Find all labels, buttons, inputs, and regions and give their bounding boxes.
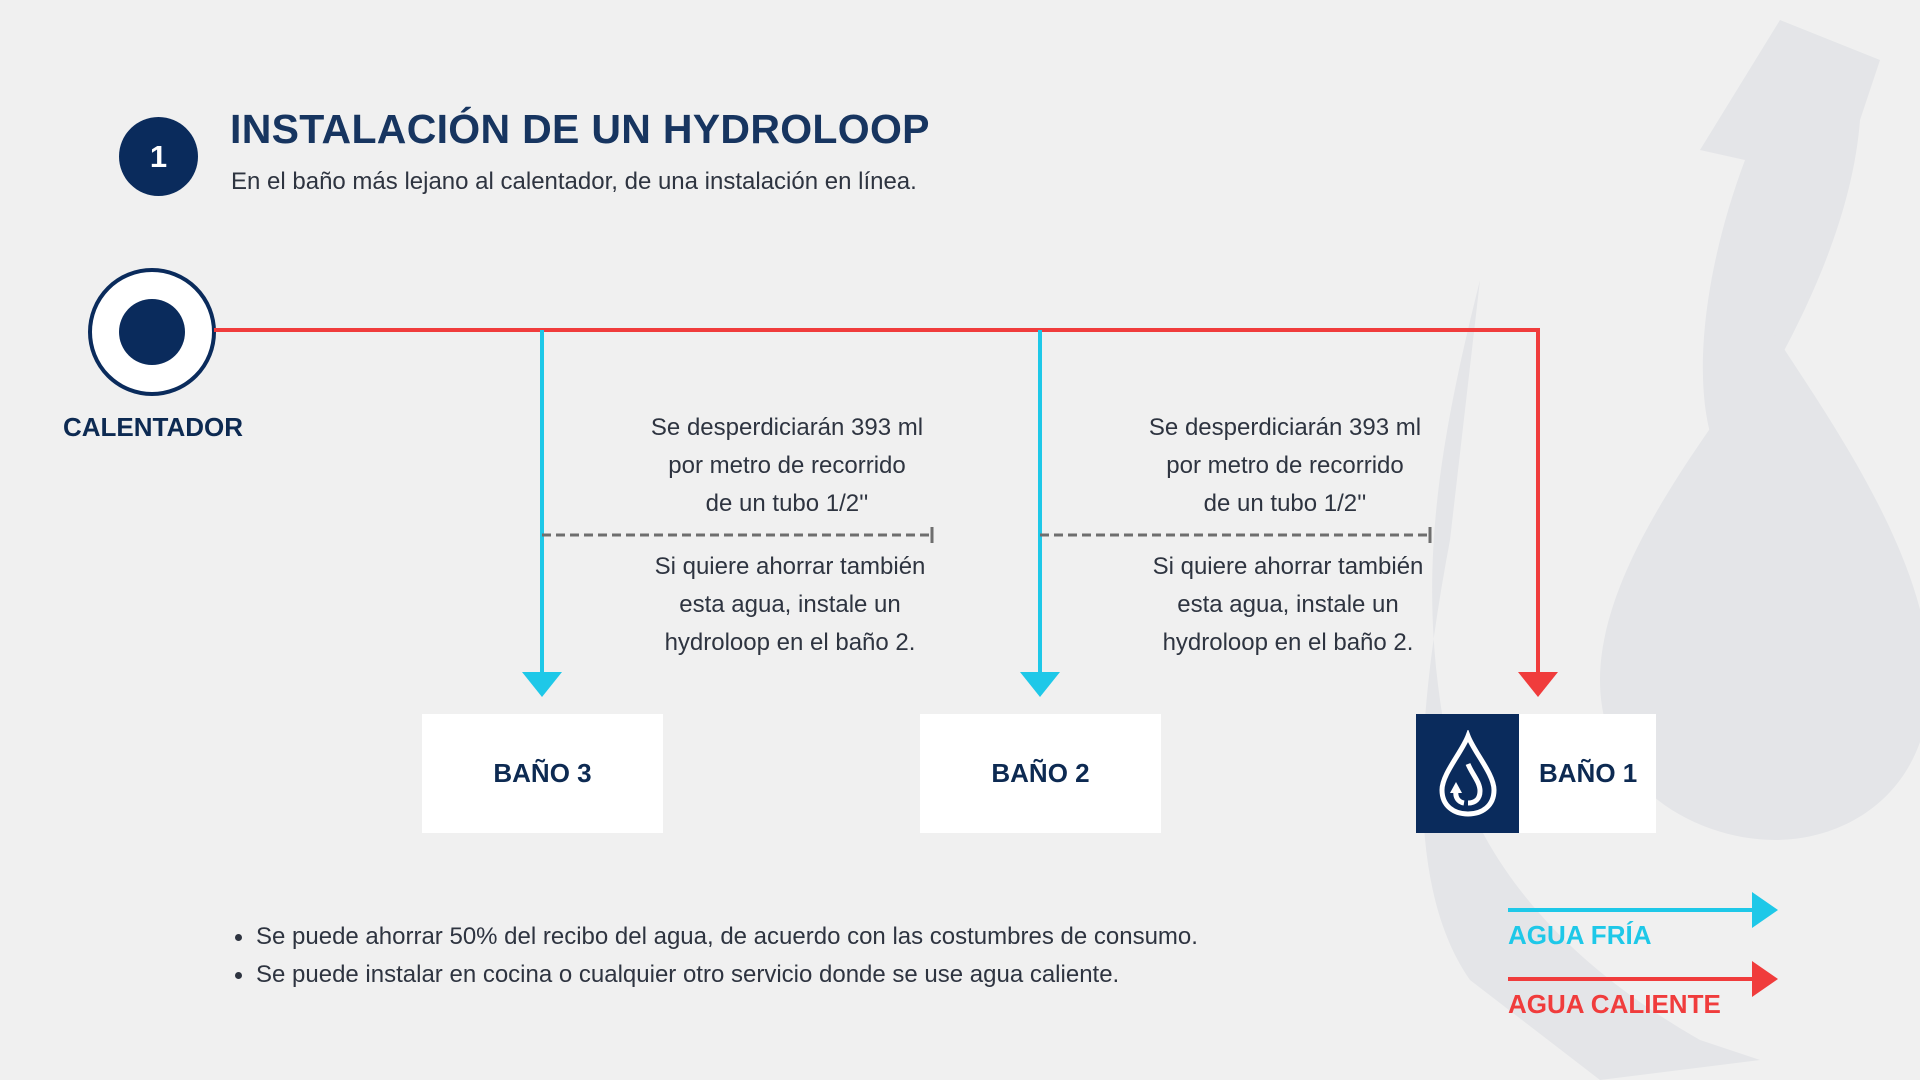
bullet-icon (235, 972, 242, 979)
hydroloop-drop-icon (1416, 714, 1519, 833)
advice-note-1 (620, 548, 960, 662)
advice-note-2 (1118, 548, 1458, 662)
list-item-text: Se puede instalar en cocina o cualquier otro servicio donde se use agua caliente. (256, 961, 1120, 988)
cold-arrowhead-bath-3 (522, 672, 562, 697)
heater-core (119, 299, 185, 365)
bathroom-2-label: BAÑO 2 (991, 758, 1090, 788)
step-number-badge: 1 (119, 117, 198, 196)
list-item (229, 918, 1198, 956)
bullet-icon (235, 934, 242, 941)
waste-note-line: por metro de recorrido (1166, 452, 1404, 479)
legend-cold-label: AGUA FRÍA (1508, 920, 1652, 950)
advice-note-line: Si quiere ahorrar también (1152, 553, 1424, 580)
legend-hot-arrowhead (1752, 961, 1778, 997)
page-title: INSTALACIÓN DE UN HYDROLOOP (230, 106, 930, 152)
benefits-list (229, 918, 1198, 994)
advice-note-line: esta agua, instale un (679, 591, 901, 618)
bathroom-1-label: BAÑO 1 (1539, 758, 1638, 788)
cold-arrowhead-bath-2 (1020, 672, 1060, 697)
advice-note-line: hydroloop en el baño 2. (1162, 629, 1414, 656)
waste-note-line: de un tubo 1/2'' (705, 490, 869, 517)
advice-note-line: hydroloop en el baño 2. (664, 629, 916, 656)
bathroom-1-box (1416, 714, 1656, 833)
legend-cold-arrowhead (1752, 892, 1778, 928)
waste-note-line: de un tubo 1/2'' (1203, 490, 1367, 517)
advice-note-line: esta agua, instale un (1177, 591, 1399, 618)
waste-note-1 (617, 409, 957, 523)
legend-hot-label: AGUA CALIENTE (1508, 989, 1721, 1019)
bathroom-2-box (920, 714, 1161, 833)
hot-arrowhead-bath-1 (1518, 672, 1558, 697)
waste-note-line: Se desperdiciarán 393 ml (650, 414, 924, 441)
waste-note-line: por metro de recorrido (668, 452, 906, 479)
advice-note-line: Si quiere ahorrar también (654, 553, 926, 580)
waste-note-line: Se desperdiciarán 393 ml (1148, 414, 1422, 441)
bathroom-3-label: BAÑO 3 (493, 758, 592, 788)
heater-label: CALENTADOR (63, 412, 244, 442)
list-item (229, 956, 1198, 994)
page-subtitle: En el baño más lejano al calentador, de una instalación en línea. (231, 168, 917, 195)
waste-note-2 (1115, 409, 1455, 523)
list-item-text: Se puede ahorrar 50% del recibo del agua, de acuerdo con las costumbres de consumo. (256, 923, 1198, 950)
bathroom-3-box (422, 714, 663, 833)
